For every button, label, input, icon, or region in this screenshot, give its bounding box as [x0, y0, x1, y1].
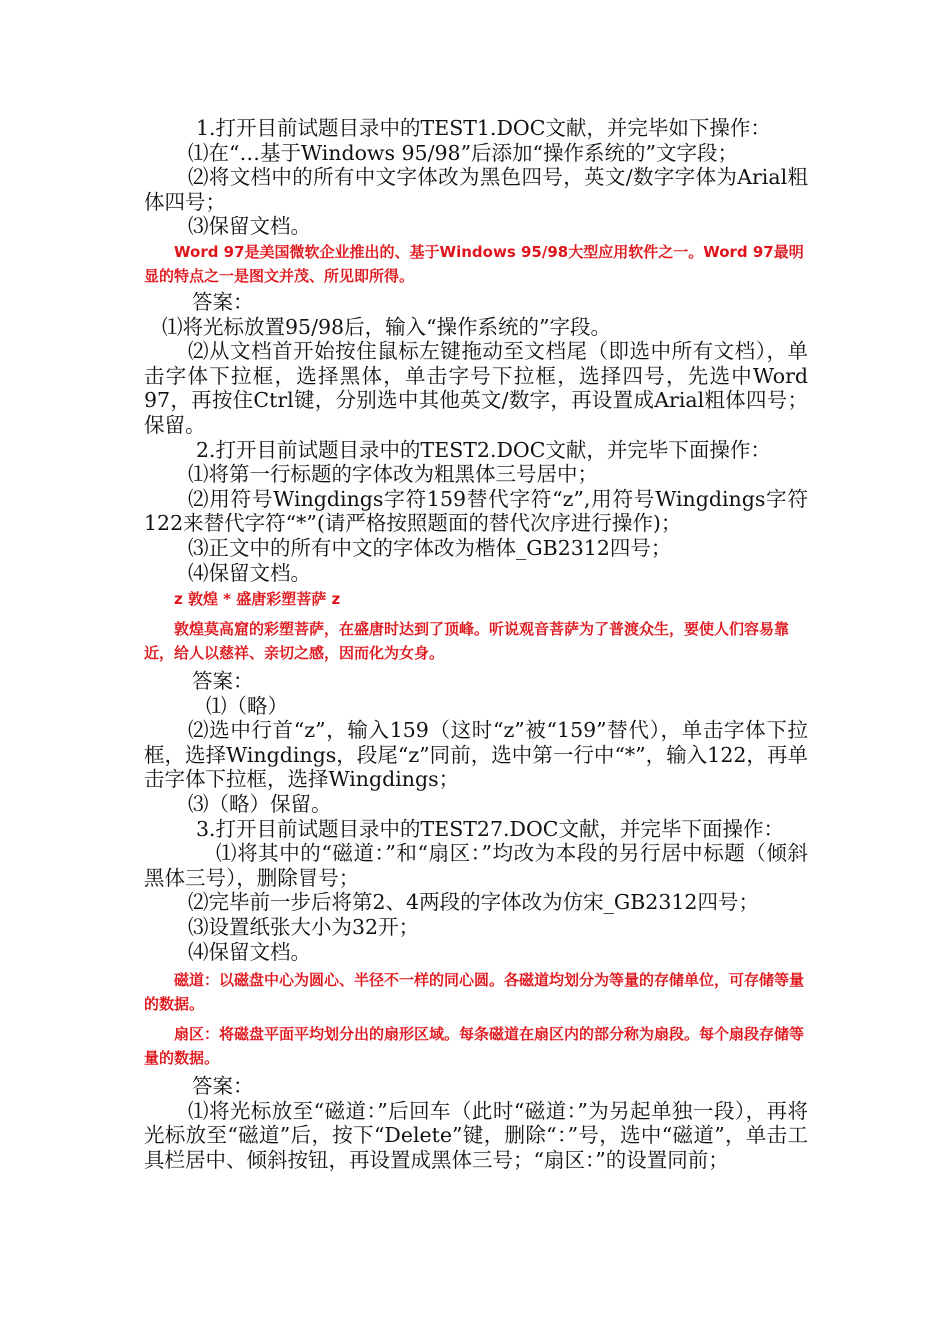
q3-title: 3.打开目前试题目录中的TEST27.DOC文献，并完毕下面操作：: [196, 816, 784, 841]
q3-step-2: ⑵完毕前一步后将第2、4两段的字体改为仿宋_GB2312四号；: [188, 890, 759, 915]
q2-answer-2: ⑵选中行首“z”，输入159（这时“z”被“159”替代），单击字体下拉框，选择Wingdings，段尾“z”同前，选中第一行中“*”，输入122，再单击字体下拉框，选择Wingdings；: [144, 718, 808, 792]
q1-answer-1: ⑴将光标放置95/98后，输入“操作系统的”字段。: [162, 314, 612, 339]
q3-step-4: ⑷保留文档。: [188, 939, 311, 964]
q3-answer-1: ⑴将光标放至“磁道：”后回车（此时“磁道：”为另起单独一段），再将光标放至“磁道”后，按下“Delete”键，删除“：”号，选中“磁道”，单击工具栏居中、倾斜按钮，再设置成黑体三号；“扇区：”的设置同前；: [144, 1098, 808, 1172]
q1-step-1: ⑴在“…基于Windows 95/98”后添加“操作系统的”文字段；: [188, 140, 739, 165]
q3-step-1: ⑴将其中的“磁道：”和“扇区：”均改为本段的另行居中标题（倾斜黑体三号），删除冒号；: [144, 841, 808, 890]
q1-sample-text-content: Word 97是美国微软企业推出的、基于Windows 95/98大型应用软件之一。Word 97最明显的特点之一是图文并茂、所见即所得。: [144, 242, 804, 285]
q2-title: 2.打开目前试题目录中的TEST2.DOC文献，并完毕下面操作：: [196, 437, 771, 462]
q2-sample-title: z 敦煌 * 盛唐彩塑菩萨 z: [174, 590, 341, 609]
q3-answer-label: 答案：: [192, 1074, 254, 1099]
q3-sample-2: 扇区：将磁盘平面平均划分出的扇形区域。每条磁道在扇区内的部分称为扇段。每个扇段存储等量的数据。: [144, 1025, 805, 1068]
q1-answer-label: 答案：: [192, 289, 254, 314]
document-page: [144, 116, 808, 1173]
q2-step-4: ⑷保留文档。: [188, 560, 311, 585]
q2-step-2: ⑵用符号Wingdings字符159替代字符“z”,用符号Wingdings字符122来替代字符“*”(请严格按照题面的替代次序进行操作)；: [144, 486, 808, 536]
q2-answer-label: 答案：: [192, 669, 254, 694]
q1-answer-2: ⑵从文档首开始按住鼠标左键拖动至文档尾（即选中所有文档），单击字体下拉框，选择黑体，单击字号下拉框，选择四号，先选中Word 97，再按住Ctrl键，分别选中其他英文/数字，再设置成Arial粗体四号；保留。: [144, 339, 808, 437]
q1-step-2: ⑵将文档中的所有中文字体改为黑色四号，英文/数字字体为Arial粗体四号；: [144, 165, 808, 214]
q3-sample-1: 磁道：以磁盘中心为圆心、半径不一样的同心圆。各磁道均划分为等量的存储单位，可存储等量的数据。: [144, 971, 805, 1014]
q2-sample-body: 敦煌莫高窟的彩塑菩萨，在盛唐时达到了顶峰。听说观音菩萨为了普渡众生，要使人们容易靠近，给人以慈祥、亲切之感，因而化为女身。: [144, 620, 790, 663]
q3-step-3: ⑶设置纸张大小为32开；: [188, 915, 420, 940]
q2-step-3: ⑶正文中的所有中文的字体改为楷体_GB2312四号；: [188, 535, 672, 560]
q1-step-3: ⑶保留文档。: [188, 214, 311, 239]
q2-step-1: ⑴将第一行标题的字体改为粗黑体三号居中；: [188, 462, 598, 487]
q1-title: 1.打开目前试题目录中的TEST1.DOC文献，并完毕如下操作：: [196, 116, 771, 140]
q2-answer-3: ⑶（略）保留。: [188, 792, 332, 817]
q2-answer-1: ⑴（略）: [206, 693, 288, 718]
q1-sample-text: [144, 240, 808, 288]
